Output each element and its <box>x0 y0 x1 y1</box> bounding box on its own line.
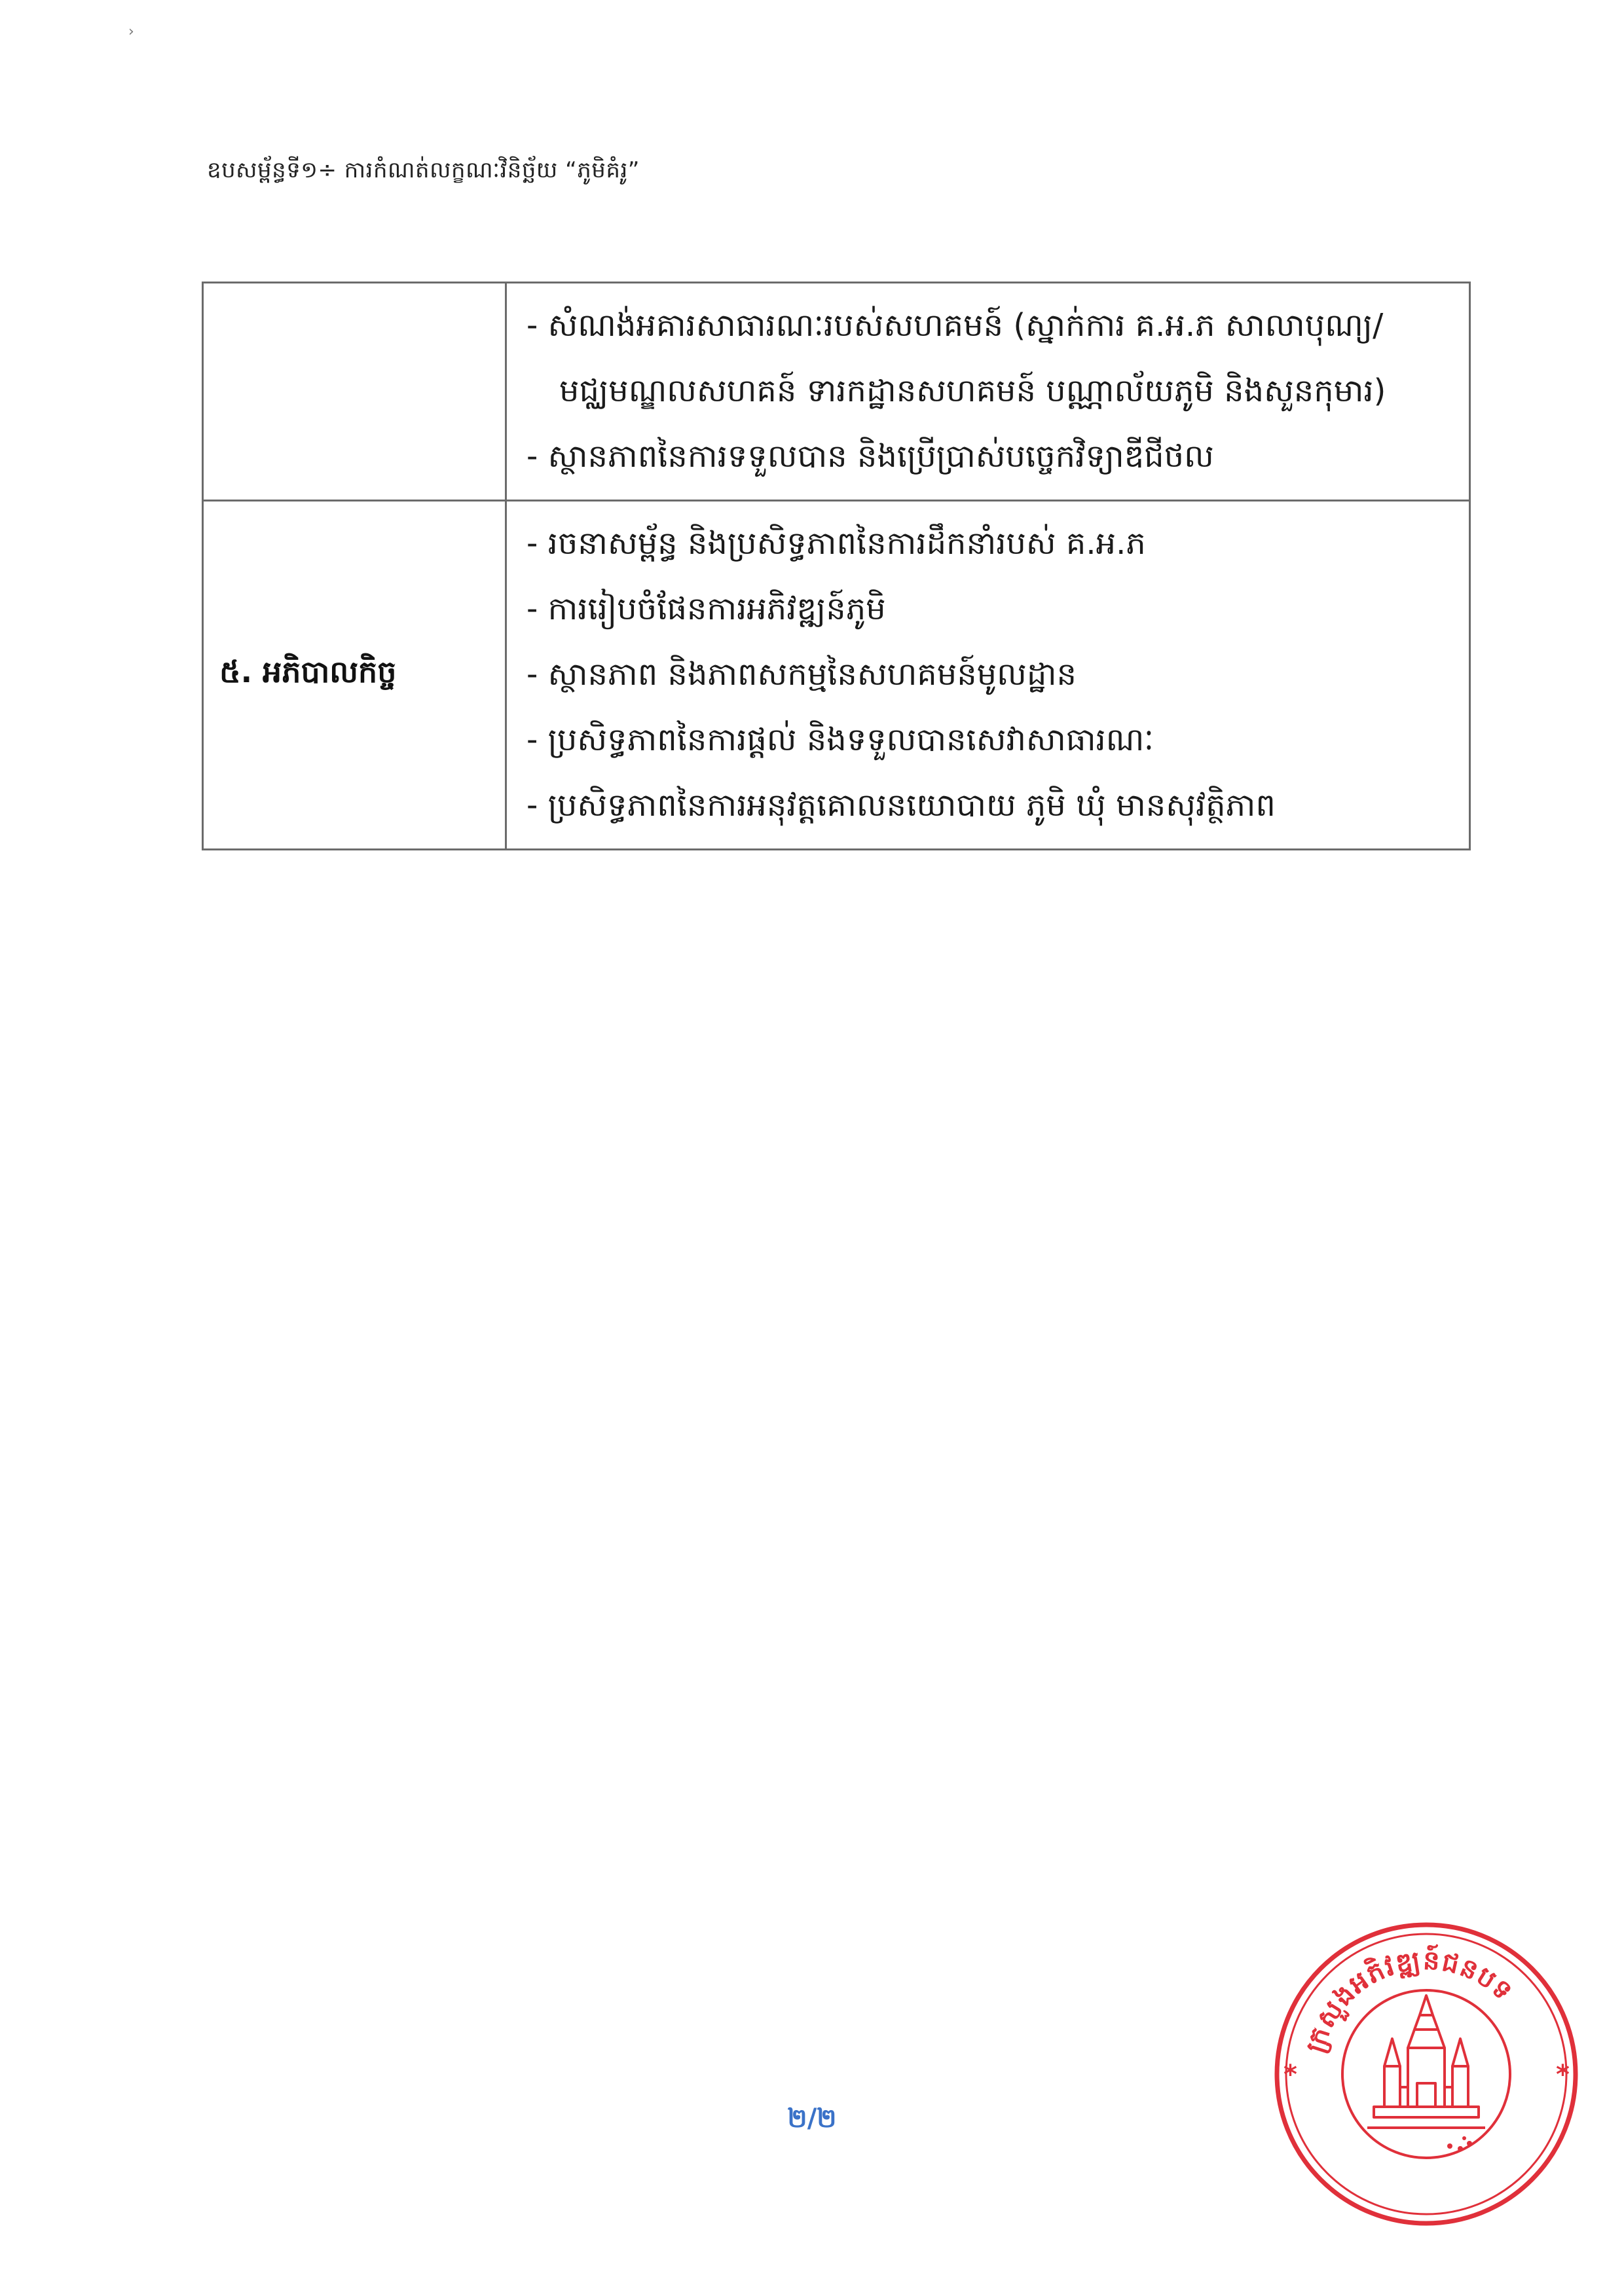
table-row <box>203 501 1470 850</box>
official-seal-stamp <box>1269 1917 1583 2231</box>
table-row <box>203 283 1470 501</box>
list-item: - សំណង់អគារសាធារណៈរបស់សហគមន៍ (ស្នាក់ការ គ.អ.ភ សាលាបុណ្យ/ <box>526 307 1384 344</box>
items-cell <box>506 283 1470 501</box>
heading-cell <box>203 501 506 850</box>
list-item: - ស្ថានភាពនៃការទទួលបាន និងប្រើប្រាស់បច្ចេកវិទ្យាឌីជីថល <box>526 438 1214 475</box>
criteria-list <box>507 283 1469 500</box>
svg-text:*: * <box>1556 2060 1570 2090</box>
criteria-list <box>507 501 1469 848</box>
list-item: - ស្ថានភាព និងភាពសកម្មនៃសហគមន៍មូលដ្ឋាន <box>526 656 1077 693</box>
temple-emblem <box>1367 1995 1485 2128</box>
svg-text:*: * <box>1283 2060 1297 2090</box>
criteria-table <box>202 282 1471 850</box>
list-item-continuation: មជ្ឈមណ្ឌលសហគន៍ ទារកដ្ឋានសហគមន៍ បណ្ណាល័យភូមិ និងសួនកុមារ) <box>559 373 1386 409</box>
list-item: - រចនាសម្ព័ន្ធ និងប្រសិទ្ធភាពនៃការដឹកនាំរបស់ គ.អ.ភ <box>526 525 1146 562</box>
page-number: ២/២ <box>787 2104 837 2134</box>
list-item: - ប្រសិទ្ធភាពនៃការអនុវត្តគោលនយោបាយ ភូមិ ឃុំ មានសុវត្ថិភាព <box>526 787 1276 824</box>
seal-ring-text: ក្រសួងអភិវឌ្ឍន៍ជនបទ <box>1300 1945 1519 2056</box>
heading-cell-empty <box>203 283 506 501</box>
list-item: - ការរៀបចំផែនការអភិវឌ្ឍន៍ភូមិ <box>526 591 886 627</box>
items-cell <box>506 501 1470 850</box>
page-header: ឧបសម្ព័ន្ធទី១÷ ការកំណត់លក្ខណៈវិនិច្ឆ័យ “ភូមិគំរូ” <box>207 157 640 183</box>
corner-mark: › <box>128 24 134 40</box>
list-item: - ប្រសិទ្ធភាពនៃការផ្តល់ និងទទួលបានសេវាសាធារណៈ <box>526 721 1154 758</box>
section-heading-governance: ៥. អភិបាលកិច្ច <box>219 653 397 689</box>
